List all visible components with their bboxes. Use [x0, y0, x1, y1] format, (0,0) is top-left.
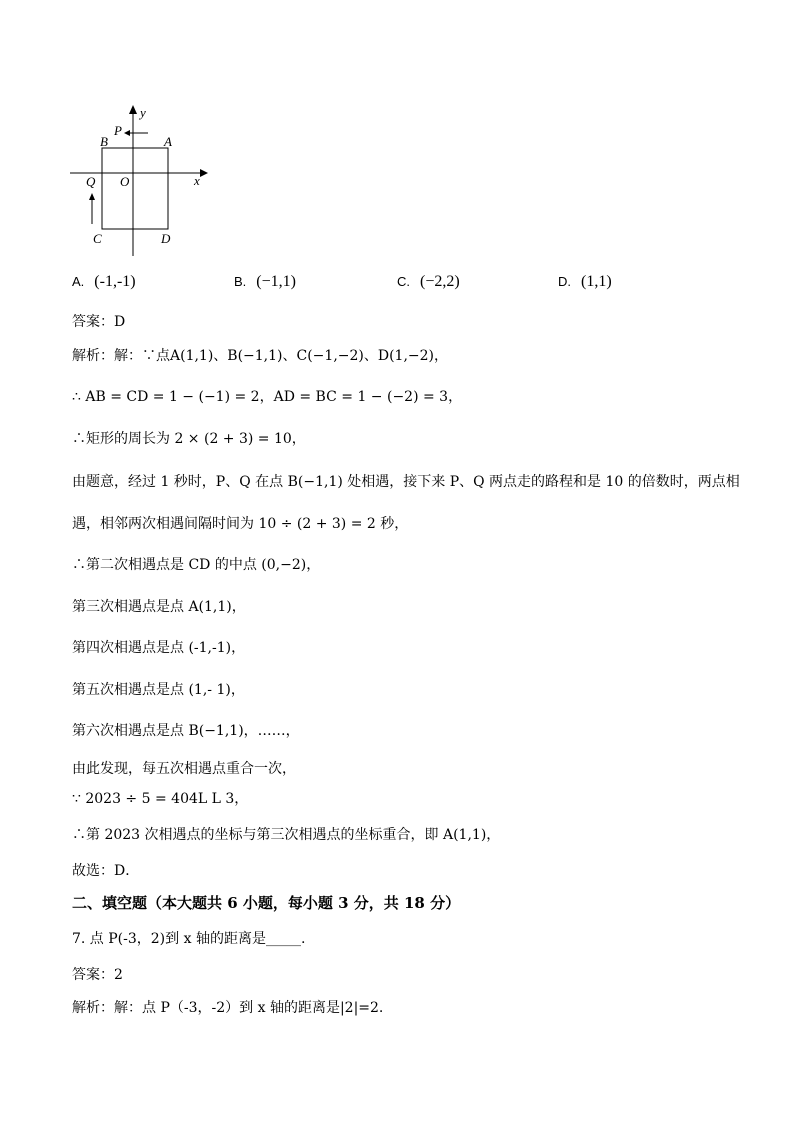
question-7: 7. 点 P(-3，2)到 x 轴的距离是_____.	[72, 931, 306, 947]
solution-line-13: ∴第 2023 次相遇点的坐标与第三次相遇点的坐标重合，即 A(1,1)，	[72, 827, 501, 843]
solution-line-6: ∴第二次相遇点是 CD 的中点 (0,−2)，	[72, 557, 321, 573]
option-a-value: (-1,-1)	[94, 273, 136, 290]
option-c	[397, 273, 460, 291]
label-x: x	[194, 173, 200, 188]
option-c-value: (−2,2)	[420, 273, 460, 290]
section-heading: 二、填空题（本大题共 6 小题，每小题 3 分，共 18 分）	[72, 894, 461, 912]
option-b-label: B.	[234, 274, 247, 289]
label-y: y	[140, 105, 146, 120]
solution-line-7: 第三次相遇点是点 A(1,1)，	[72, 599, 246, 615]
q-arrow-head	[89, 193, 95, 200]
question-7-analysis: 解析：解：点 P（-3，-2）到 x 轴的距离是|2|=2.	[72, 1000, 384, 1016]
coordinate-figure	[66, 100, 216, 260]
solution-line-12: ∵ 2023 ÷ 5 = 404L L 3，	[72, 791, 249, 807]
coordinate-diagram	[66, 100, 216, 260]
label-d: D	[161, 231, 171, 246]
option-d	[558, 273, 612, 291]
solution-line-11: 由此发现，每五次相遇点重合一次，	[72, 761, 296, 777]
label-b: B	[100, 134, 108, 149]
option-c-label: C.	[397, 274, 410, 289]
solution-line-5: 遇，相邻两次相遇间隔时间为 10 ÷ (2 + 3) = 2 秒，	[72, 516, 409, 532]
rectangle-abcd	[102, 148, 168, 229]
option-b	[234, 273, 296, 291]
label-q: Q	[86, 174, 96, 189]
solution-line-4: 由题意，经过 1 秒时，P、Q 在点 B(−1,1) 处相遇，接下来 P、Q 两点走的路程和是 10 的倍数时，两点相	[72, 474, 740, 490]
solution-line-1: 解析：解：∵点A(1,1)、B(−1,1)、C(−1,−2)、D(1,−2)，	[72, 348, 449, 364]
solution-line-8: 第四次相遇点是点 (-1,-1)，	[72, 640, 246, 656]
y-axis-arrow	[129, 105, 137, 114]
label-p: P	[114, 123, 122, 138]
solution-line-3: ∴矩形的周长为 2 × (2 + 3) = 10，	[72, 431, 306, 447]
solution-line-10: 第六次相遇点是点 B(−1,1)，……，	[72, 723, 300, 739]
answer-line: 答案：D	[72, 314, 126, 330]
question-7-answer: 答案：2	[72, 967, 123, 983]
x-axis-arrow	[200, 169, 208, 177]
p-arrow-head	[124, 130, 130, 136]
option-a	[72, 273, 136, 291]
solution-line-2: ∴ AB = CD = 1 − (−1) = 2，AD = BC = 1 − (−2) = 3，	[72, 389, 463, 405]
option-d-value: (1,1)	[581, 273, 612, 290]
option-d-label: D.	[558, 274, 571, 289]
option-b-value: (−1,1)	[256, 273, 296, 290]
solution-line-14: 故选：D．	[72, 863, 140, 879]
label-o: O	[120, 174, 130, 189]
option-a-label: A.	[72, 274, 85, 289]
label-a: A	[164, 134, 172, 149]
solution-line-9: 第五次相遇点是点 (1,- 1)，	[72, 682, 245, 698]
label-c: C	[93, 231, 102, 246]
